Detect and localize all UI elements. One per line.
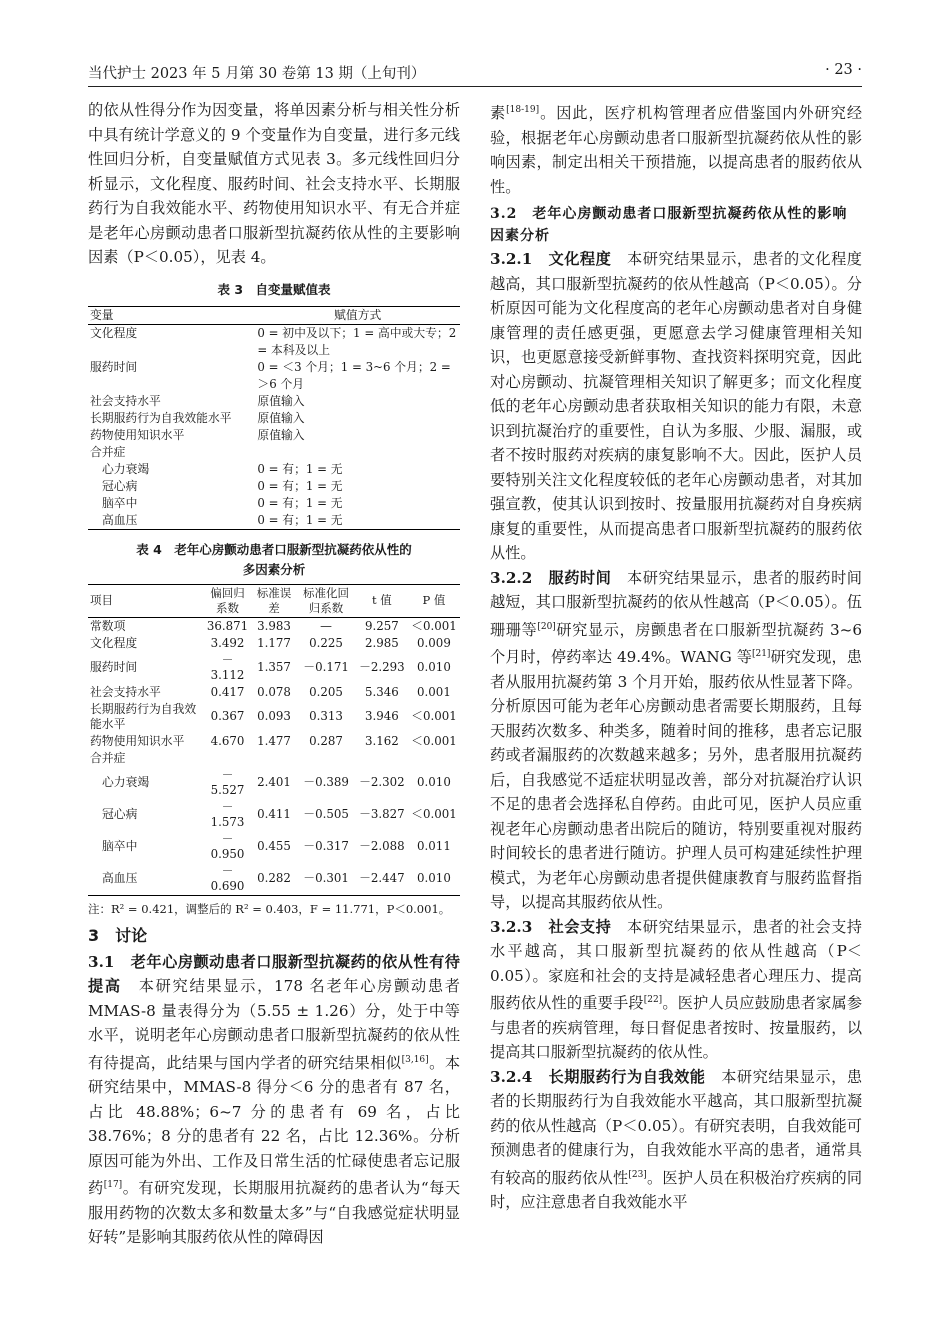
table4-cell-se: 0.455 <box>257 839 291 853</box>
table3-row <box>88 478 460 495</box>
s324-body2: 。医护人员在积极治疗疾病的同时，应注意患者自我效能水平 <box>490 1168 863 1212</box>
table4-cell-p: ＜0.001 <box>411 618 457 633</box>
table4-cell-beta <box>296 750 356 767</box>
table4-cell-item: 高血压 <box>88 863 203 896</box>
table4-cell-b: －3.112 <box>210 652 245 682</box>
s322-citation-2: [21] <box>751 649 771 660</box>
table4-cell-b: 0.367 <box>210 709 245 723</box>
table4-cell-b <box>203 750 251 767</box>
table4-cell-se: 0.078 <box>257 684 291 699</box>
page-number: · 23 · <box>825 62 862 78</box>
table4-cell-item: 社会支持水平 <box>90 684 161 699</box>
table4-cell-t: －2.302 <box>359 775 405 789</box>
table3-header-val: 赋值方式 <box>255 306 460 324</box>
table4-cell-b: 4.670 <box>210 733 245 748</box>
cont-text1: 素 <box>490 104 507 123</box>
table3-cell-var: 合并症 <box>90 444 126 459</box>
table4-cell-p: ＜0.001 <box>411 733 457 748</box>
table4-cell-beta: 0.287 <box>309 733 343 748</box>
section-3-1-title: 3.1 老年心房颤动患者口服新型抗凝药的依从性有待提高 <box>88 952 460 995</box>
table4-cell-b: －0.690 <box>203 863 251 896</box>
table4-cell-p <box>408 750 460 767</box>
section-3-heading: 3 讨论 <box>88 925 148 945</box>
table4-cell-item: 冠心病 <box>102 807 138 821</box>
table4-cell-se: 0.093 <box>257 709 291 723</box>
table3-row <box>88 359 460 393</box>
table4-cell-t: 3.946 <box>364 709 399 723</box>
table4-cell-se: 2.401 <box>257 775 291 789</box>
s323-body1: 本研究结果显示，患者的社会支持水平越高，其口服新型抗凝药的依从性越高（P＜0.05）。家庭和社会的支持是减轻患者心理压力、提高服药依从性的重要手段 <box>490 917 862 1013</box>
table3-cell-var: 心力衰竭 <box>102 461 150 476</box>
table4-cell-se: 3.983 <box>257 618 291 633</box>
table4-cell-item: 长期服药行为自我效能水平 <box>90 701 197 731</box>
table4-caption <box>88 540 460 580</box>
table4-row <box>88 767 460 799</box>
table4-cell-beta: －0.171 <box>303 660 349 674</box>
right-column <box>490 98 862 1215</box>
section-3-2-2-paragraph <box>490 566 862 915</box>
table4-cell-p: ＜0.001 <box>411 709 457 723</box>
table4-row <box>88 863 460 896</box>
table4-row <box>88 701 460 733</box>
table4-header-item: 项目 <box>88 584 203 617</box>
table4-cell-item: 文化程度 <box>90 635 138 650</box>
table3-cell-var: 脑卒中 <box>102 495 138 510</box>
section-3-2-1-paragraph <box>490 247 862 566</box>
table4-caption-line1: 表 4 老年心房颤动患者口服新型抗凝药依从性的 <box>136 541 412 557</box>
table3-row <box>88 324 460 359</box>
table4-cell-t <box>356 750 408 767</box>
table4-note: 注：R² = 0.421，调整后的 R² = 0.403，F = 11.771，P＜0.001。 <box>88 901 451 916</box>
running-header <box>88 58 862 87</box>
s322-citation-1: [20] <box>537 621 556 632</box>
table3-cell-val <box>255 444 460 461</box>
section-3-2-2-title: 3.2.2 服药时间 <box>490 568 612 587</box>
table3-row <box>88 444 460 461</box>
table4-cell-se: 1.477 <box>257 733 291 748</box>
s323-body2: 。医护人员应鼓励患者家属参与患者的疾病管理，每日督促患者按时、按量服药，以提高其口服新型抗凝药的依从性。 <box>490 994 863 1062</box>
table3 <box>88 306 460 530</box>
table4-cell-beta: －0.317 <box>303 839 349 853</box>
s31-body1: 本研究结果显示，178 名老年心房颤动患者 MMAS-8 量表得分为（5.55 ± 1.26）分，处于中等水平，说明老年心房颤动患者口服新型抗凝药的依从性有待提高，此结果与国内学者的研究结果相似 <box>88 977 460 1072</box>
left-column <box>88 98 460 1250</box>
table3-cell-var: 药物使用知识水平 <box>90 427 185 442</box>
table4-caption-line2: 多因素分析 <box>242 561 306 577</box>
table4-cell-p: ＜0.001 <box>411 807 457 821</box>
table4-cell-b: 3.492 <box>210 635 245 650</box>
table3-cell-val: 0 = 初中及以下；1 = 高中或大专；2 = 本科及以上 <box>257 325 457 357</box>
table4-cell-beta: 0.225 <box>309 635 343 650</box>
table3-row <box>88 512 460 530</box>
cont-citation: [18-19] <box>506 105 540 115</box>
table4-cell-t: －2.293 <box>359 660 405 674</box>
section-3-1-paragraph <box>88 950 460 1250</box>
continued-paragraph <box>490 98 862 199</box>
table4-cell-b: －5.527 <box>210 767 245 797</box>
table4-header-p: P 值 <box>408 584 460 617</box>
table4-cell-b: －0.950 <box>210 831 245 861</box>
table4-cell-p: 0.010 <box>417 775 451 789</box>
section-3-2-4-paragraph <box>490 1065 862 1215</box>
table4-row <box>88 652 460 684</box>
table4-cell-t: 2.985 <box>364 635 399 650</box>
table4-cell-t: －2.447 <box>356 863 408 896</box>
table4-cell-p: 0.010 <box>408 863 460 896</box>
s31-citation-2: [17] <box>103 1180 123 1191</box>
table4-cell-item: 常数项 <box>90 618 126 633</box>
table4-cell-b: －1.573 <box>210 799 245 829</box>
table4-cell-se: 1.357 <box>257 660 291 674</box>
table4-cell-beta: －0.505 <box>303 807 349 821</box>
table4 <box>88 584 460 896</box>
table4-cell-t: －2.088 <box>359 839 405 853</box>
table4-cell-t: 3.162 <box>364 733 399 748</box>
table4-cell-item: 心力衰竭 <box>102 775 150 789</box>
table4-header-b: 偏回归系数 <box>203 584 251 617</box>
table4-cell-se: 0.282 <box>252 863 297 896</box>
s31-citation-1: [3,16] <box>401 1054 429 1065</box>
table3-cell-var: 长期服药行为自我效能水平 <box>90 410 232 425</box>
table4-row <box>88 635 460 652</box>
table4-row <box>88 733 460 750</box>
table3-cell-var: 服药时间 <box>90 359 138 374</box>
table4-cell-p: 0.011 <box>417 839 451 853</box>
s31-body2: 。本研究结果中，MMAS-8 得分＜6 分的患者有 87 名，占比 48.88%；6~7 分的患者有 69 名，占比 38.76%；8 分的患者有 22 名，占比 12.36%。分析原因可能为外出、工作及日常生活的忙碌使患者忘记服药 <box>88 1053 461 1198</box>
s323-citation: [22] <box>643 995 663 1006</box>
table3-row <box>88 461 460 478</box>
table3-cell-var: 高血压 <box>88 512 255 530</box>
table3-row <box>88 393 460 410</box>
table4-cell-item: 脑卒中 <box>102 839 138 853</box>
table3-cell-var: 社会支持水平 <box>90 393 161 408</box>
table4-cell-se: 1.177 <box>257 635 291 650</box>
table4-row <box>88 831 460 863</box>
table4-row <box>88 684 460 701</box>
table3-cell-val: 0 = 有；1 = 无 <box>257 478 343 493</box>
table3-row <box>88 427 460 444</box>
table3-row <box>88 410 460 427</box>
table4-row <box>88 750 460 767</box>
table3-row <box>88 495 460 512</box>
table4-cell-beta: — <box>320 618 332 633</box>
table3-cell-val: 0 = ＜3 个月；1 = 3~6 个月；2 = ＞6 个月 <box>257 359 451 391</box>
s322-body2: 研究显示，房颤患者在口服新型抗凝药 3~6 个月时，停药率达 49.4%。WANG 等 <box>490 620 862 667</box>
table3-cell-var: 冠心病 <box>102 478 138 493</box>
section-3-2-3-paragraph <box>490 915 862 1065</box>
cont-text2: 。因此，医疗机构管理者应借鉴国内外研究经验，根据老年心房颤动患者口服新型抗凝药依从性的影响因素，制定出相关干预措施，以提高患者的服药依从性。 <box>490 104 863 196</box>
table4-cell-p: 0.010 <box>417 660 451 674</box>
table4-cell-item: 合并症 <box>90 750 126 765</box>
table3-caption: 表 3 自变量赋值表 <box>217 281 331 297</box>
s322-body3: 研究发现，患者从服用抗凝药第 3 个月开始，服药依从性显著下降。分析原因可能为老年心房颤动患者需要长期服药，且每天服药次数多、种类多，随着时间的推移，患者忘记服药或者漏服药的次数越来越多；另外，患者服用抗凝药后，自我感觉不适症状明显改善，部分对抗凝治疗认识不足的患者会选择私自停药。由此可见，医护人员应重视老年心房颤动患者出院后的随访，特别要重视对服药时间较长的患者进行随访。护理人员可构建延续性护理模式，为老年心房颤动患者提供健康教育与服药监督指导，以提高其服药依从性。 <box>490 648 862 912</box>
table4-header-beta: 标准化回归系数 <box>296 584 356 617</box>
table3-header-var: 变量 <box>88 306 255 324</box>
table4-cell-beta: 0.313 <box>309 709 343 723</box>
section-3-2-3-title: 3.2.3 社会支持 <box>490 917 612 936</box>
table4-cell-b: 0.417 <box>210 684 245 699</box>
s321-body: 本研究结果显示，患者的文化程度越高，其口服新型抗凝药的依从性越高（P＜0.05）。分析原因可能为文化程度高的老年心房颤动患者对自身健康管理的责任感更强，更愿意去学习健康管理相关知识，也更愿意接受新鲜事物、查找资料探明究竟，因此对心房颤动、抗凝管理相关知识了解更多；而文化程度低的老年心房颤动患者获取相关知识的能力有限，未意识到抗凝治疗的重要性，自认为多服、少服、漏服，或者不按时服药对疾病的康复影响不大。因此，医护人员要特别关注文化程度较低的老年心房颤动患者，对其加强宣教，使其认识到按时、按量服用抗凝药对自身疾病康复的重要性，从而提高患者口服新型抗凝药的服药依从性。 <box>490 250 862 563</box>
section-3-2-heading: 3.2 老年心房颤动患者口服新型抗凝药依从性的影响因素分析 <box>490 206 848 245</box>
s324-body1: 本研究结果显示，患者的长期服药行为自我效能水平越高，其口服新型抗凝药的依从性越高（P＜0.05）。有研究表明，自我效能可预测患者的健康行为，自我效能水平高的患者，通常具有较高的服药依从性 <box>490 1067 863 1187</box>
table4-cell-t: －3.827 <box>359 807 405 821</box>
s322-body1: 本研究结果显示，患者的服药时间越短，其口服新型抗凝药的依从性越高（P＜0.05）。伍珊珊等 <box>490 568 862 639</box>
table3-cell-val: 0 = 有；1 = 无 <box>257 461 343 476</box>
table4-cell-beta: －0.389 <box>303 775 349 789</box>
table3-cell-val: 0 = 有；1 = 无 <box>255 512 460 530</box>
table4-cell-t: 9.257 <box>364 618 399 633</box>
table4-row <box>88 799 460 831</box>
table3-cell-val: 原值输入 <box>257 427 305 442</box>
table3-cell-var: 文化程度 <box>90 325 138 340</box>
intro-paragraph: 的依从性得分作为因变量，将单因素分析与相关性分析中具有统计学意义的 9 个变量作为自变量，进行多元线性回归分析，自变量赋值方式见表 3。多元线性回归分析显示，文化程度、服药时间、社会支持水平、长期服药行为自我效能水平、药物使用知识水平、有无合并症是老年心房颤动患者口服新型抗凝药依从性的主要影响因素（P＜0.05），见表 4。 <box>88 101 460 266</box>
table3-cell-val: 原值输入 <box>257 393 305 408</box>
table4-cell-beta: －0.301 <box>296 863 356 896</box>
table4-cell-se: 0.411 <box>257 807 291 821</box>
table4-cell-item: 药物使用知识水平 <box>90 733 185 748</box>
table4-cell-p: 0.001 <box>417 684 451 699</box>
table4-cell-se <box>252 750 297 767</box>
table4-cell-beta: 0.205 <box>309 684 343 699</box>
s31-body3: 。有研究发现，长期服用抗凝药的患者认为“每天服用药物的次数太多和数量太多”与“自我感觉症状明显好转”是影响其服药依从性的障碍因 <box>88 1179 461 1247</box>
table4-cell-item: 服药时间 <box>90 660 138 674</box>
table3-cell-val: 原值输入 <box>257 410 305 425</box>
section-3-2-4-title: 3.2.4 长期服药行为自我效能 <box>490 1067 706 1086</box>
table3-cell-val: 0 = 有；1 = 无 <box>257 495 343 510</box>
table4-header-t: t 值 <box>356 584 408 617</box>
table4-cell-p: 0.009 <box>417 635 451 650</box>
table4-row <box>88 617 460 635</box>
section-3-2-1-title: 3.2.1 文化程度 <box>490 250 612 269</box>
journal-header: 当代护士 2023 年 5 月第 30 卷第 13 期（上旬刊） <box>88 66 426 82</box>
table4-header-se: 标准误差 <box>252 584 297 617</box>
s324-citation: [23] <box>628 1169 647 1180</box>
table4-cell-t: 5.346 <box>364 684 399 699</box>
table4-cell-b: 36.871 <box>206 618 249 633</box>
